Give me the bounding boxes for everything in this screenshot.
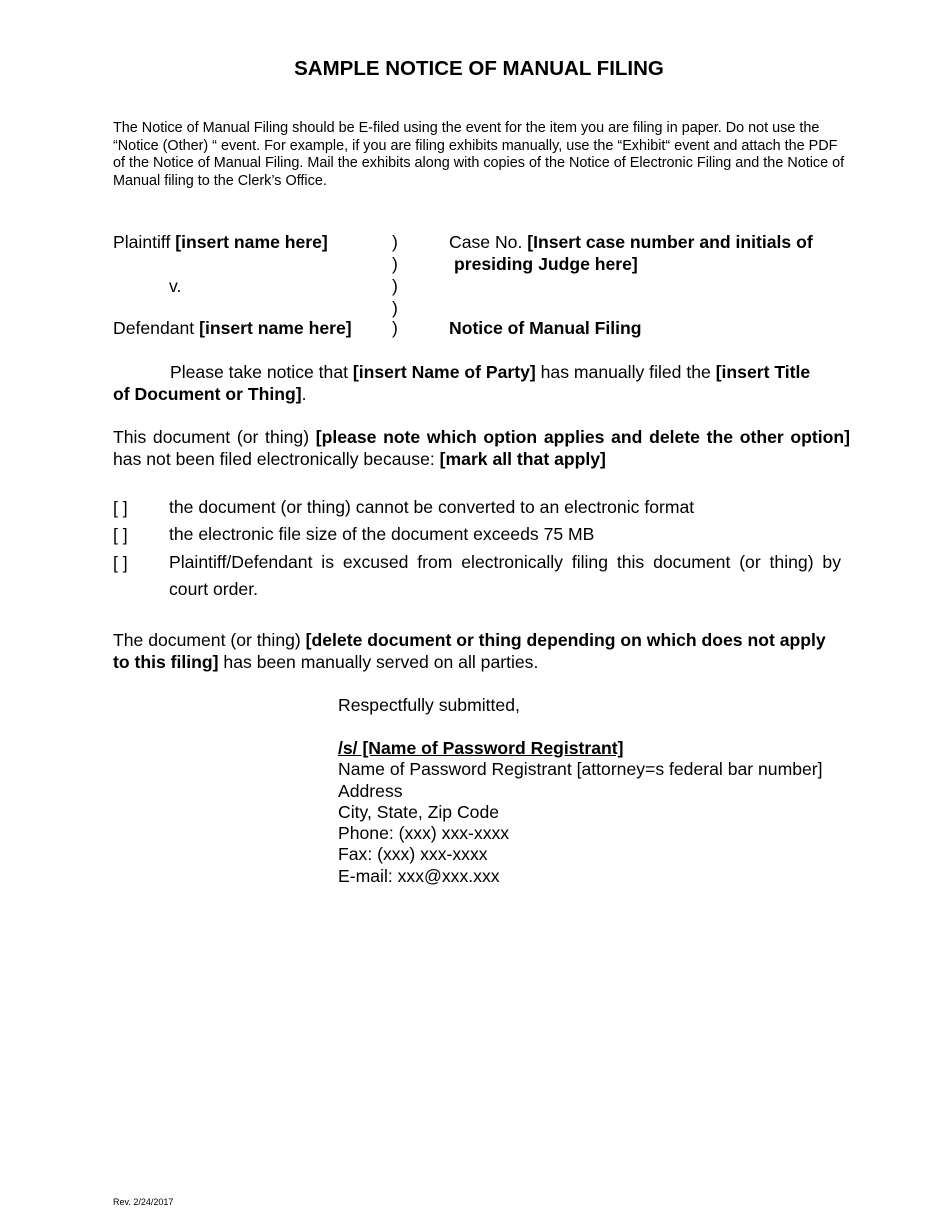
checkbox-item-label: the document (or thing) cannot be converted to an electronic format	[169, 497, 695, 517]
notice-line-1	[113, 361, 843, 383]
plaintiff-line	[113, 231, 328, 253]
revision-date: Rev. 2/24/2017	[113, 1197, 174, 1207]
case-number-label: Case No.	[449, 232, 528, 252]
case-number-line	[449, 231, 813, 253]
signature-block	[338, 738, 823, 887]
checkbox-bracket[interactable]: [ ]	[113, 498, 128, 518]
service-line-1	[113, 629, 843, 651]
fax: Fax: (xxx) xxx-xxxx	[338, 844, 488, 865]
notice-text: .	[301, 384, 307, 404]
notice-text: Please take notice that	[170, 362, 353, 382]
caption-paren: )	[392, 276, 398, 296]
registrant-name: Name of Password Registrant [attorney=s federal bar number]	[338, 759, 823, 780]
notice-line-2	[113, 383, 843, 405]
caption-paren: )	[392, 232, 398, 252]
intro-instructions: The Notice of Manual Filing should be E-filed using the event for the item you are filing in paper. Do not use the “Notice (Other) “ event. For example, if you are filing exhibits manually, use the “Exhibit“ event and attach the PDF of the Notice of Manual Filing. Mail the exhibits along with copies of the Notice of Electronic Filing and the Notice of Manual filing to the Clerk’s Office.	[113, 120, 845, 189]
reason-paragraph	[113, 426, 850, 470]
caption-paren: )	[392, 298, 398, 318]
case-number-value: [Insert case number and initials of	[527, 232, 813, 252]
mark-all-placeholder: [mark all that apply]	[439, 449, 606, 469]
case-number-value-cont: presiding Judge here]	[454, 254, 638, 274]
notice-doc-title: Notice of Manual Filing	[449, 318, 642, 338]
service-line-2	[113, 651, 843, 673]
service-placeholder: [delete document or thing depending on which does not apply	[305, 630, 826, 650]
checkbox-item-label: the electronic file size of the document exceeds 75 MB	[169, 524, 595, 544]
defendant-line	[113, 317, 352, 339]
defendant-label: Defendant	[113, 318, 200, 338]
city-state-zip: City, State, Zip Code	[338, 801, 500, 822]
service-text: The document (or thing)	[113, 630, 306, 650]
versus: v.	[169, 276, 182, 296]
reason-text: has not been filed electronically because:	[113, 449, 440, 469]
caption-paren: )	[392, 318, 398, 338]
party-placeholder: [insert Name of Party]	[352, 362, 536, 382]
service-placeholder-cont: to this filing]	[113, 652, 219, 672]
plaintiff-name: [insert name here]	[175, 232, 328, 252]
service-paragraph	[113, 629, 843, 673]
phone: Phone: (xxx) xxx-xxxx	[338, 823, 510, 844]
caption-paren: )	[392, 254, 398, 274]
title-placeholder: [insert Title	[715, 362, 811, 382]
notice-text: has manually filed the	[535, 362, 716, 382]
email: E-mail: xxx@xxx.xxx	[338, 865, 500, 886]
defendant-name: [insert name here]	[199, 318, 352, 338]
option-placeholder: [please note which option applies and delete the other option]	[315, 427, 850, 447]
checkbox-item-label: Plaintiff/Defendant is excused from electronically filing this document (or thing) by court order.	[169, 552, 841, 599]
notice-paragraph	[113, 361, 843, 405]
address: Address	[338, 780, 403, 801]
document-title: SAMPLE NOTICE OF MANUAL FILING	[294, 57, 664, 80]
checkbox-bracket[interactable]: [ ]	[113, 553, 128, 573]
title-placeholder-cont: of Document or Thing]	[113, 384, 302, 404]
plaintiff-label: Plaintiff	[113, 232, 176, 252]
signature-line: /s/ [Name of Password Registrant]	[338, 738, 624, 758]
service-text: has been manually served on all parties.	[218, 652, 539, 672]
checkbox-bracket[interactable]: [ ]	[113, 525, 128, 545]
closing: Respectfully submitted,	[338, 695, 520, 715]
reason-text: This document (or thing)	[113, 427, 316, 447]
